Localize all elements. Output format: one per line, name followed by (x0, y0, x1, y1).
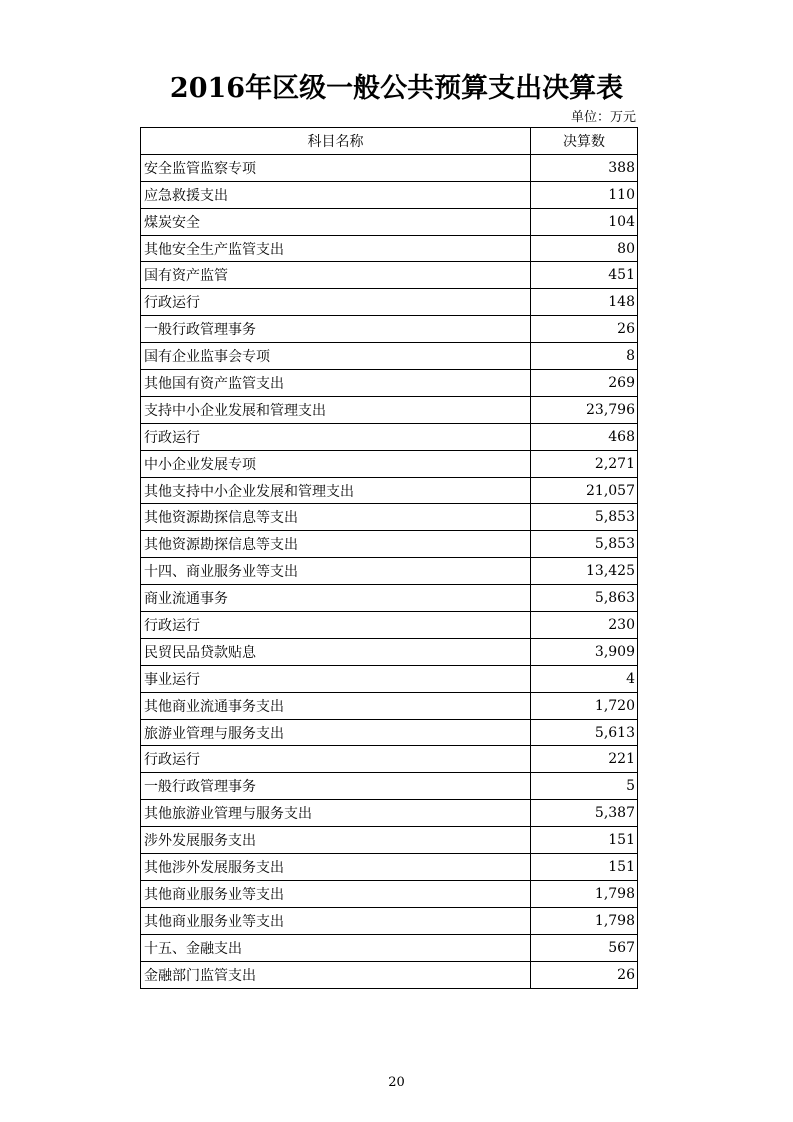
table-row (141, 154, 638, 181)
table-row (141, 558, 638, 585)
table-row (141, 585, 638, 612)
table-row (141, 396, 638, 423)
row-item-value: 4 (531, 665, 638, 692)
table-row (141, 719, 638, 746)
table-row (141, 746, 638, 773)
row-item-value: 5,853 (531, 504, 638, 531)
row-item-value: 221 (531, 746, 638, 773)
row-item-name: 应急救援支出 (141, 181, 531, 208)
row-item-value: 451 (531, 262, 638, 289)
table-row (141, 880, 638, 907)
row-item-name: 其他商业服务业等支出 (141, 880, 531, 907)
row-item-value: 1,720 (531, 692, 638, 719)
row-item-name: 国有资产监管 (141, 262, 531, 289)
column-header-value: 决算数 (531, 128, 638, 155)
table-row (141, 343, 638, 370)
row-item-name: 其他资源勘探信息等支出 (141, 531, 531, 558)
column-header-name: 科目名称 (141, 128, 531, 155)
table-row (141, 961, 638, 988)
row-item-name: 其他商业服务业等支出 (141, 907, 531, 934)
budget-table (140, 127, 638, 989)
row-item-value: 468 (531, 423, 638, 450)
table-row (141, 262, 638, 289)
row-item-value: 230 (531, 612, 638, 639)
row-item-name: 一般行政管理事务 (141, 316, 531, 343)
row-item-value: 148 (531, 289, 638, 316)
row-item-name: 其他旅游业管理与服务支出 (141, 800, 531, 827)
row-item-name: 其他支持中小企业发展和管理支出 (141, 477, 531, 504)
table-row (141, 692, 638, 719)
row-item-name: 中小企业发展专项 (141, 450, 531, 477)
row-item-value: 5,863 (531, 585, 638, 612)
row-item-value: 23,796 (531, 396, 638, 423)
table-row (141, 477, 638, 504)
row-item-value: 269 (531, 370, 638, 397)
table-header-row (141, 128, 638, 155)
page-title: 2016年区级一般公共预算支出决算表 (169, 73, 624, 104)
table-row (141, 504, 638, 531)
row-item-value: 21,057 (531, 477, 638, 504)
row-item-name: 涉外发展服务支出 (141, 827, 531, 854)
row-item-name: 民贸民品贷款贴息 (141, 638, 531, 665)
row-item-name: 其他安全生产监管支出 (141, 235, 531, 262)
row-item-name: 十四、商业服务业等支出 (141, 558, 531, 585)
table-row (141, 638, 638, 665)
row-item-value: 8 (531, 343, 638, 370)
table-row (141, 773, 638, 800)
row-item-name: 一般行政管理事务 (141, 773, 531, 800)
row-item-name: 行政运行 (141, 746, 531, 773)
row-item-name: 商业流通事务 (141, 585, 531, 612)
table-row (141, 289, 638, 316)
row-item-name: 事业运行 (141, 665, 531, 692)
row-item-name: 其他商业流通事务支出 (141, 692, 531, 719)
row-item-value: 1,798 (531, 880, 638, 907)
table-row (141, 665, 638, 692)
row-item-value: 5,387 (531, 800, 638, 827)
row-item-name: 行政运行 (141, 423, 531, 450)
table-row (141, 423, 638, 450)
row-item-value: 567 (531, 934, 638, 961)
table-body (141, 154, 638, 988)
row-item-name: 行政运行 (141, 289, 531, 316)
table-row (141, 370, 638, 397)
row-item-name: 其他资源勘探信息等支出 (141, 504, 531, 531)
row-item-name: 支持中小企业发展和管理支出 (141, 396, 531, 423)
row-item-value: 104 (531, 208, 638, 235)
table-row (141, 208, 638, 235)
table-row (141, 827, 638, 854)
row-item-value: 13,425 (531, 558, 638, 585)
row-item-value: 26 (531, 316, 638, 343)
row-item-name: 旅游业管理与服务支出 (141, 719, 531, 746)
row-item-value: 5 (531, 773, 638, 800)
row-item-name: 煤炭安全 (141, 208, 531, 235)
row-item-value: 3,909 (531, 638, 638, 665)
row-item-value: 2,271 (531, 450, 638, 477)
table-row (141, 907, 638, 934)
table-row (141, 800, 638, 827)
row-item-value: 151 (531, 854, 638, 881)
row-item-value: 151 (531, 827, 638, 854)
table-row (141, 181, 638, 208)
table-row (141, 235, 638, 262)
row-item-name: 安全监管监察专项 (141, 154, 531, 181)
page-number: 20 (388, 1075, 405, 1090)
table-row (141, 316, 638, 343)
table-row (141, 854, 638, 881)
row-item-value: 1,798 (531, 907, 638, 934)
table-row (141, 934, 638, 961)
unit-label: 单位：万元 (570, 110, 636, 125)
row-item-name: 行政运行 (141, 612, 531, 639)
row-item-name: 国有企业监事会专项 (141, 343, 531, 370)
row-item-value: 80 (531, 235, 638, 262)
row-item-value: 5,613 (531, 719, 638, 746)
row-item-name: 其他涉外发展服务支出 (141, 854, 531, 881)
row-item-name: 其他国有资产监管支出 (141, 370, 531, 397)
row-item-value: 388 (531, 154, 638, 181)
table-row (141, 450, 638, 477)
row-item-name: 十五、金融支出 (141, 934, 531, 961)
row-item-value: 5,853 (531, 531, 638, 558)
table-row (141, 531, 638, 558)
row-item-value: 110 (531, 181, 638, 208)
row-item-name: 金融部门监管支出 (141, 961, 531, 988)
table-row (141, 612, 638, 639)
row-item-value: 26 (531, 961, 638, 988)
